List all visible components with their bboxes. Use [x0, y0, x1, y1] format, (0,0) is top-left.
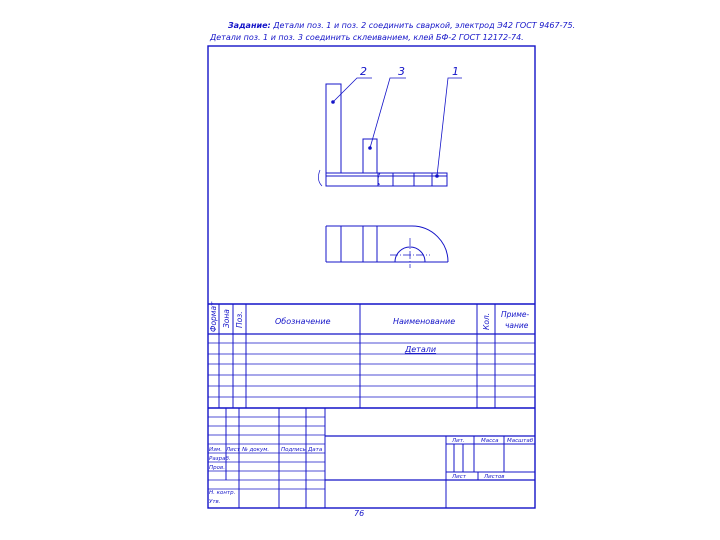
tb-label-masshtab: Масштаб: [507, 438, 534, 444]
header-name: Наименование: [393, 317, 456, 326]
tb-label-utv: Утв.: [209, 499, 221, 505]
weld-mark-left: [318, 170, 322, 186]
section-details: Детали: [405, 345, 437, 354]
top-view-outer-arc: [412, 226, 448, 262]
header-pos: Поз.: [235, 311, 244, 328]
tb-label-list: Лист: [226, 447, 240, 453]
part-2-plate: [326, 84, 341, 173]
front-view: [318, 65, 462, 186]
tb-label-nkontr: Н. контр.: [209, 490, 236, 496]
part-1-base: [326, 173, 447, 186]
page-number: 76: [354, 509, 365, 518]
assignment-line-1-text: Детали поз. 1 и поз. 2 соединить сваркой, электрод Э42 ГОСТ 9467-75.: [273, 21, 576, 30]
header-designation: Обозначение: [275, 317, 331, 326]
leader-line-2: [333, 78, 372, 102]
tb-label-sign: Подпись: [281, 447, 306, 453]
tb-label-massa: Масса: [481, 438, 499, 444]
header-qty: Кол.: [482, 312, 491, 330]
spec-table: [208, 301, 535, 408]
assignment-title: Задание:: [228, 21, 271, 30]
spec-rows: [208, 343, 535, 397]
part-3-block: [363, 139, 377, 173]
tb-label-doc: № докум.: [242, 447, 270, 453]
tb-label-razrab: Разраб.: [209, 456, 231, 462]
leader-line-3: [370, 78, 406, 148]
tb-label-izm: Изм.: [209, 447, 222, 453]
title-block: [208, 408, 535, 508]
header-zone: Зона: [222, 309, 231, 328]
header-note-2: чание: [505, 321, 529, 330]
tb-label-lit: Лит.: [452, 438, 465, 444]
tb-label-sheet: Лист: [452, 474, 466, 480]
tb-label-sheets: Листов: [484, 474, 505, 480]
assignment-line-2: Детали поз. 1 и поз. 3 соединить склеиванием, клей БФ-2 ГОСТ 12172-74.: [210, 33, 524, 42]
callout-3: 3: [398, 65, 405, 78]
header-note-1: Приме-: [501, 310, 530, 319]
callout-1: 1: [452, 65, 459, 78]
tb-label-prov: Пров.: [209, 465, 225, 471]
tb-label-date: Дата: [308, 447, 323, 453]
header-format: Формат: [209, 301, 218, 332]
leader-line-1: [437, 78, 462, 176]
callout-2: 2: [360, 65, 367, 78]
top-view: [326, 226, 448, 268]
